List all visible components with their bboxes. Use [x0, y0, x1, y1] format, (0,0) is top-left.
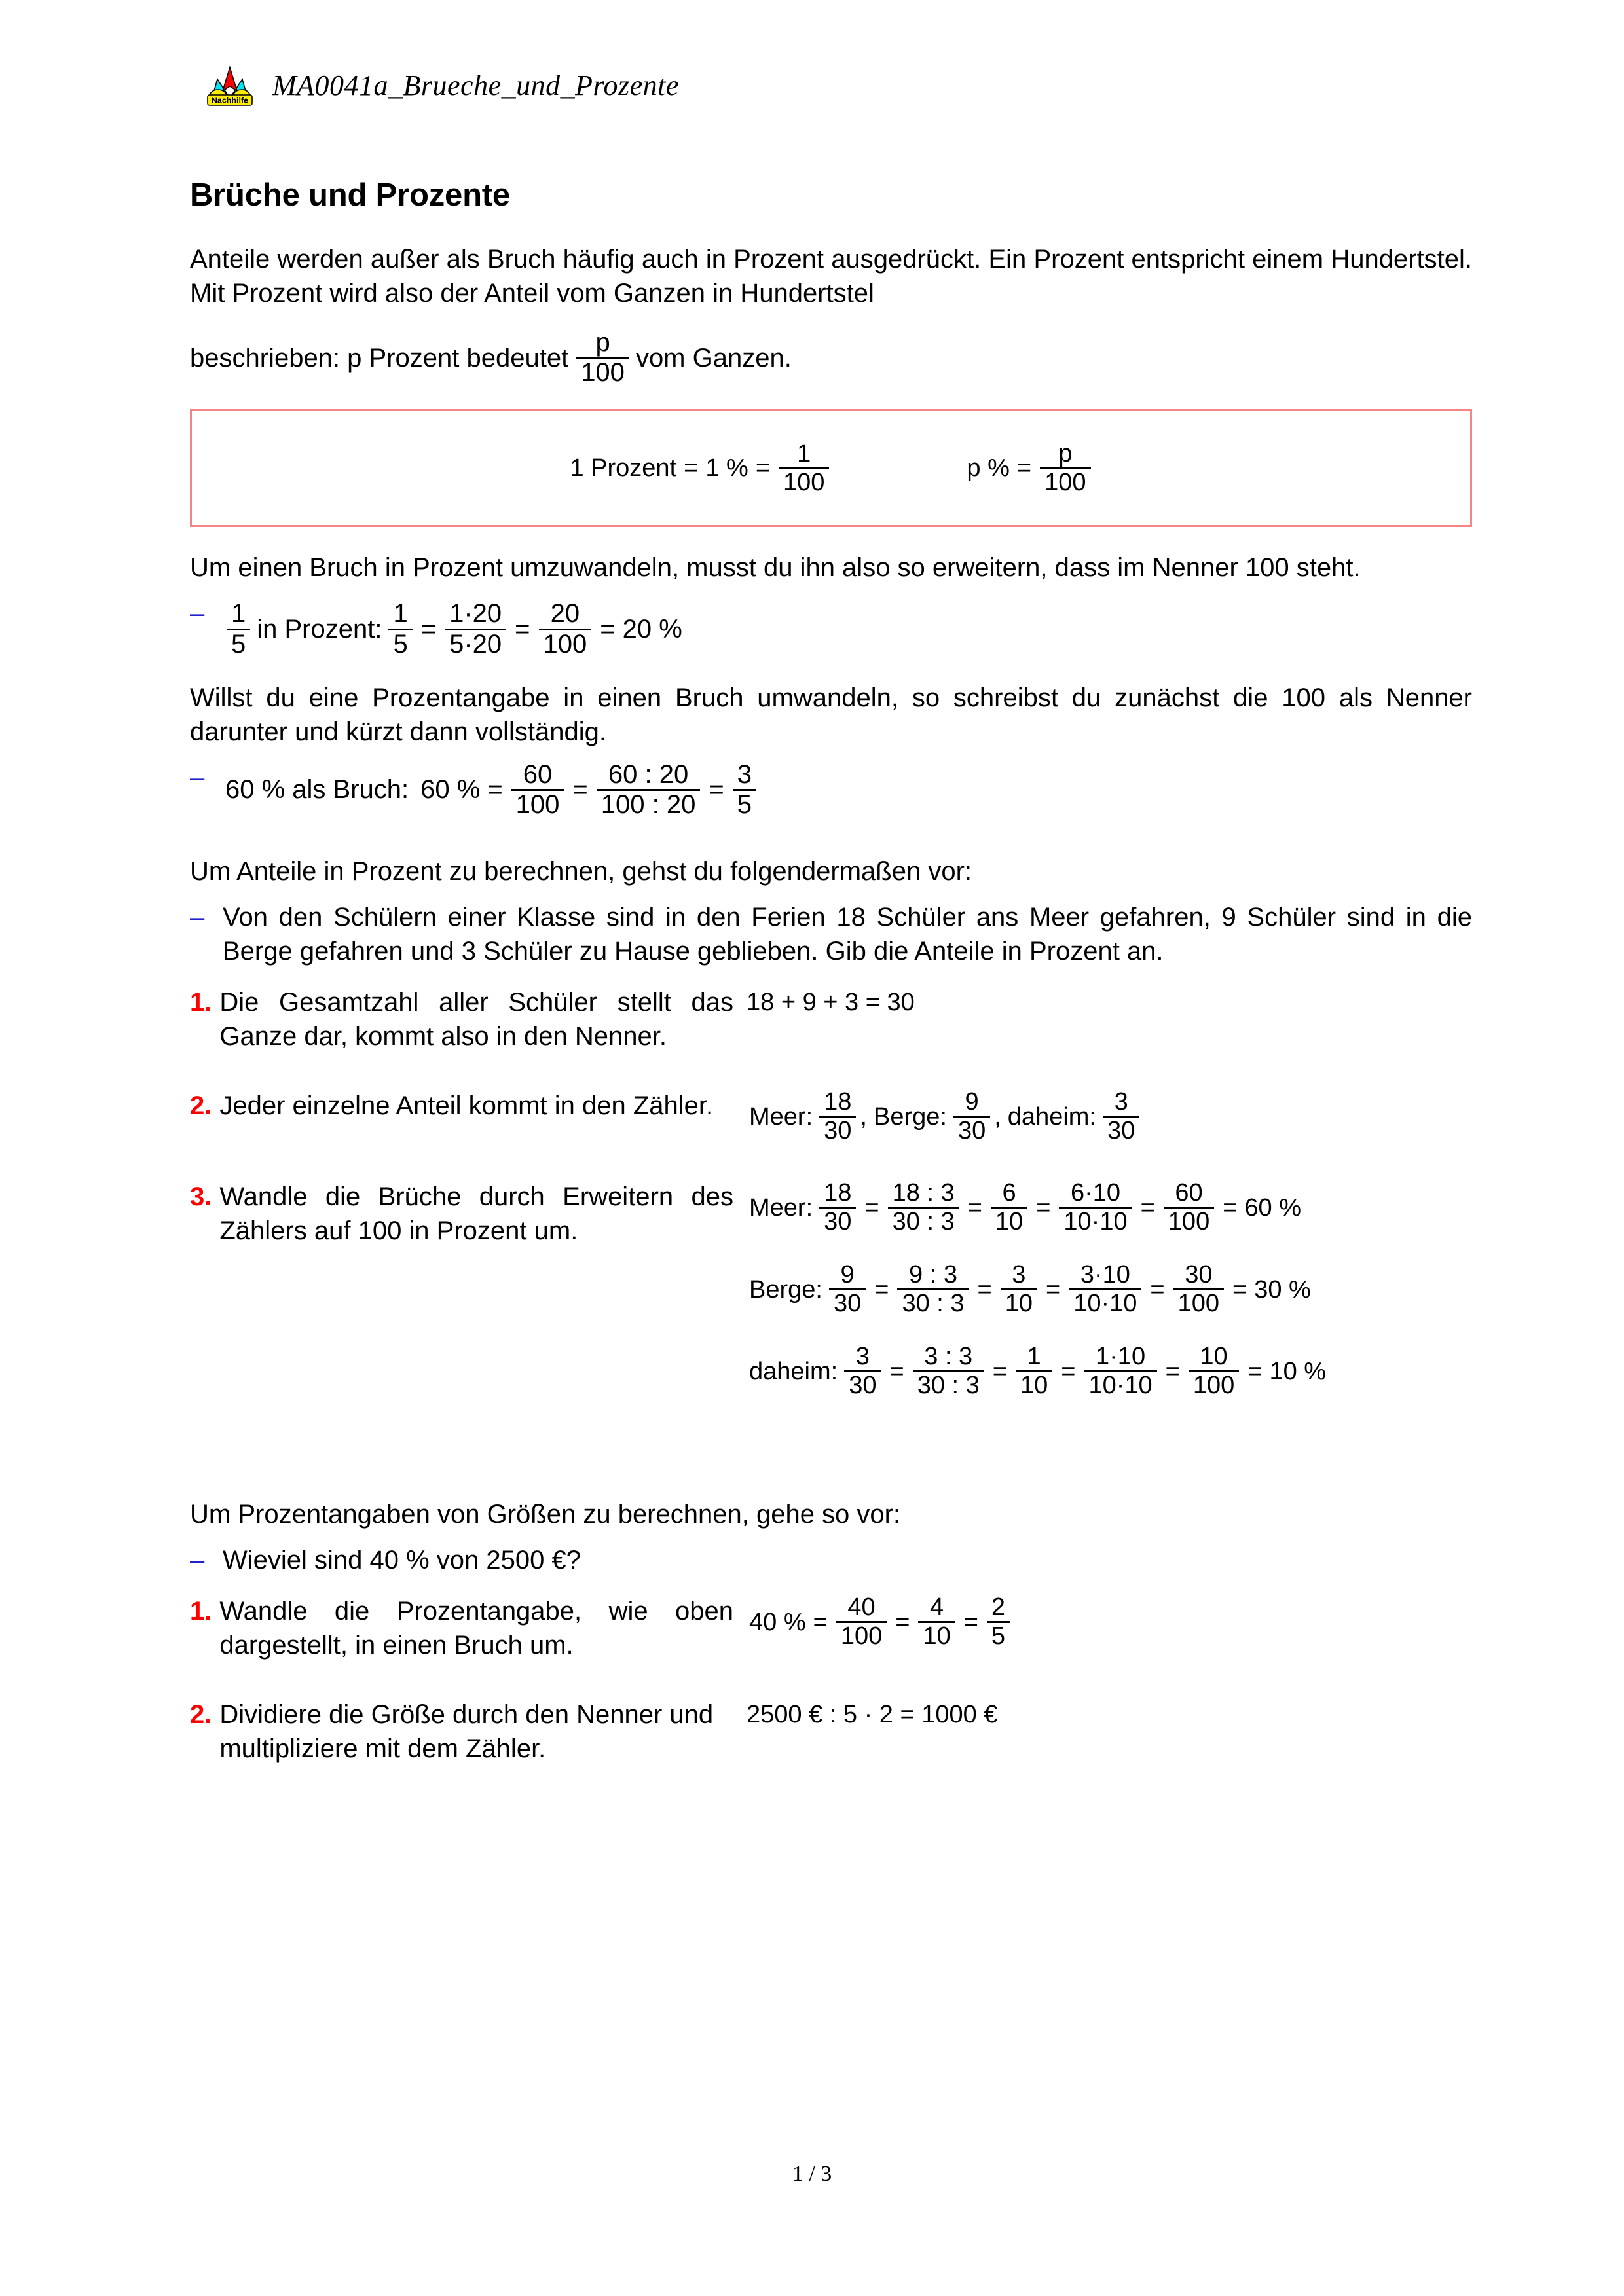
chain-daheim-f5 — [1189, 1343, 1239, 1399]
chain-forty-op0: = — [813, 1608, 828, 1636]
chain-daheim-f3-den: 10 — [1016, 1370, 1052, 1399]
chain-forty-f3-num: 2 — [991, 1594, 1006, 1622]
example1-lead-fraction — [227, 600, 250, 658]
page-footer — [0, 2162, 1624, 2187]
task-schueler — [190, 900, 1472, 968]
chain-meer-f4-den: 10·10 — [1059, 1207, 1132, 1235]
groessen-step-1-number: 1. — [190, 1597, 212, 1626]
step-2-sep-2: , — [994, 1102, 1001, 1131]
chain-daheim-f2-den: 30 : 3 — [913, 1370, 984, 1399]
chain-berge-f3 — [1001, 1262, 1037, 1317]
chain-berge-result: 30 % — [1254, 1275, 1311, 1303]
example1-f1-numerator: 1 — [393, 599, 408, 629]
formula-p-percent-fraction — [1040, 441, 1090, 496]
chain-meer-f5 — [1164, 1180, 1214, 1235]
chain-forty-f3 — [987, 1594, 1010, 1650]
step-2-fraction-list — [747, 1089, 1143, 1144]
chain-meer-f2 — [888, 1180, 959, 1235]
step-2-sep-1: , — [860, 1102, 867, 1131]
groessen-step-2-result: 2500 € : 5 · 2 = 1000 € — [747, 1701, 998, 1729]
chain-berge — [747, 1262, 1472, 1317]
chain-forty-f2-den: 10 — [918, 1621, 955, 1650]
formula-one-percent-label: 1 Prozent — [570, 454, 677, 483]
step-row — [190, 1089, 1472, 1144]
formula-one-percent-eq1: = — [684, 454, 699, 483]
chain-daheim-f1-den: 30 — [844, 1370, 881, 1399]
step-2-meer-label: Meer: — [749, 1102, 813, 1131]
formula-p-percent-eq1: = — [1016, 454, 1032, 483]
chain-meer-op2: = — [967, 1194, 982, 1222]
chain-meer-f2-num: 18 : 3 — [892, 1179, 955, 1207]
chain-daheim-f2-num: 3 : 3 — [924, 1343, 973, 1371]
chain-meer-f3 — [991, 1180, 1027, 1235]
document-header — [204, 62, 679, 108]
example1-f2-denominator: 5·20 — [445, 629, 506, 659]
chain-meer-f5-num: 60 — [1175, 1179, 1203, 1207]
formula-one-percent-fraction — [779, 441, 829, 496]
chain-berge-f3-den: 10 — [1001, 1288, 1037, 1317]
chain-berge-f2-den: 30 : 3 — [897, 1288, 969, 1317]
example1-lead-numerator: 1 — [231, 599, 246, 629]
dash-bullet-icon: – — [190, 599, 205, 629]
svg-text:Nachhilfe: Nachhilfe — [211, 96, 249, 105]
example-sixty-percent-body — [223, 761, 1472, 819]
step-1-number: 1. — [190, 988, 212, 1017]
example1-f1 — [388, 600, 412, 658]
chain-meer-f3-num: 6 — [1002, 1179, 1016, 1207]
step-2-meer-fraction — [819, 1089, 856, 1144]
chain-meer-op3: = — [1036, 1194, 1051, 1222]
dash-bullet-icon: – — [190, 903, 205, 932]
chain-meer-f3-den: 10 — [991, 1207, 1027, 1235]
chain-berge-label: Berge: — [749, 1275, 822, 1303]
chain-daheim-f1-num: 3 — [855, 1343, 870, 1371]
chain-daheim-op4: = — [1165, 1357, 1180, 1385]
example2-f3 — [733, 761, 756, 819]
chain-berge-f1 — [829, 1262, 866, 1317]
chain-meer-op1: = — [864, 1194, 879, 1222]
step-2-right — [733, 1089, 1472, 1144]
groessen-step-1-text: Wandle die Prozentangabe, wie oben dargestellt, in einen Bruch um. — [219, 1597, 733, 1660]
intro-formula-line — [190, 329, 794, 387]
section-bruch-to-prozent-paragraph: Um einen Bruch in Prozent umzuwandeln, musst du ihn also so erweitern, dass im Nenner 100 steht. — [190, 553, 1361, 583]
intro-fraction-numerator: p — [595, 328, 610, 357]
formula-one-percent-mid: 1 % — [705, 454, 748, 483]
groessen-step-2-left — [190, 1698, 733, 1766]
step-1-left — [190, 985, 733, 1053]
task-groessen — [190, 1543, 1472, 1577]
chain-meer-f4 — [1059, 1180, 1132, 1235]
example2-f1 — [511, 761, 564, 819]
step-2-berge-denominator: 30 — [953, 1116, 990, 1144]
groessen-step-2-number: 2. — [190, 1700, 212, 1730]
example1-lead-denominator: 5 — [227, 629, 250, 659]
step-2-daheim-fraction — [1103, 1089, 1139, 1144]
step-2-daheim-label: daheim: — [1007, 1102, 1096, 1131]
chain-daheim-op5: = — [1247, 1357, 1263, 1385]
step-1-text: Die Gesamtzahl aller Schüler stellt das Ganze dar, kommt also in den Nenner. — [219, 988, 733, 1051]
step-2-berge-fraction — [953, 1089, 990, 1144]
chain-daheim-f2 — [913, 1343, 984, 1399]
chain-meer-result: 60 % — [1244, 1194, 1302, 1222]
page-number: 1 / 3 — [792, 2162, 832, 2186]
example-one-fifth — [190, 596, 1472, 658]
formula-p-percent — [964, 441, 1094, 496]
formula-one-percent — [567, 441, 833, 496]
chain-forty-f1-den: 100 — [836, 1621, 887, 1650]
step-row — [190, 1180, 1472, 1399]
chain-forty-op2: = — [963, 1608, 978, 1636]
chain-forty-percent — [747, 1594, 1014, 1650]
dash-bullet-icon: – — [190, 1546, 205, 1575]
example1-op1: = — [420, 615, 437, 644]
example1-f3-numerator: 20 — [550, 599, 580, 629]
example2-op0: = — [487, 775, 503, 805]
formula-one-percent-eq2: = — [755, 454, 771, 483]
step-row — [190, 985, 1472, 1053]
chain-meer-f1-num: 18 — [824, 1179, 852, 1207]
example-one-fifth-body — [223, 596, 1472, 658]
chain-berge-op3: = — [1046, 1275, 1061, 1303]
chain-forty-f1-num: 40 — [847, 1594, 876, 1622]
chain-daheim-f4-den: 10·10 — [1084, 1370, 1156, 1399]
intro-fraction — [576, 329, 629, 387]
chain-berge-f5-den: 100 — [1173, 1288, 1224, 1317]
intro-lead-text: beschrieben: p Prozent bedeutet — [190, 343, 569, 373]
intro-paragraph: Anteile werden außer als Bruch häufig auch in Prozent ausgedrückt. Ein Prozent entspricht einem Hundertstel. Mit Prozent wird also der Anteil vom Ganzen in Hundertstel — [190, 245, 1472, 308]
chain-forty-f3-den: 5 — [987, 1621, 1010, 1650]
step-2-berge-numerator: 9 — [965, 1088, 979, 1116]
chain-berge-op5: = — [1232, 1275, 1247, 1303]
chain-forty-f2 — [918, 1594, 955, 1650]
chain-berge-f1-den: 30 — [829, 1288, 866, 1317]
task-groessen-text: Wieviel sind 40 % von 2500 €? — [223, 1546, 581, 1575]
chain-meer-f5-den: 100 — [1164, 1207, 1214, 1235]
chain-daheim-f1 — [844, 1343, 881, 1399]
step-2-meer-denominator: 30 — [819, 1116, 856, 1144]
chain-berge-f5 — [1173, 1262, 1224, 1317]
chain-meer-f4-num: 6·10 — [1070, 1179, 1121, 1207]
example2-lead-value: 60 % — [420, 775, 481, 805]
example2-f2 — [597, 761, 701, 819]
chain-daheim-f5-num: 10 — [1200, 1343, 1228, 1371]
nachhilfe-mountain-logo-icon — [204, 62, 255, 108]
chain-berge-f1-num: 9 — [840, 1261, 855, 1289]
step-2-left — [190, 1089, 733, 1123]
chain-meer — [747, 1180, 1472, 1235]
section-prozent-to-bruch-paragraph: Willst du eine Prozentangabe in einen Bruch umwandeln, so schreibst du zunächst die 100 als Nenner darunter und kürzt dann vollständig. — [190, 683, 1472, 746]
example2-f2-numerator: 60 : 20 — [608, 759, 689, 789]
step-2-daheim-numerator: 3 — [1114, 1088, 1128, 1116]
chain-daheim-f3 — [1016, 1343, 1052, 1399]
groessen-step-2-right — [733, 1698, 1472, 1732]
intro-tail-text: vom Ganzen. — [635, 343, 792, 373]
example1-result: 20 % — [622, 615, 682, 644]
example-sixty-percent — [190, 761, 1472, 819]
chain-berge-f5-num: 30 — [1185, 1261, 1213, 1289]
chain-berge-op2: = — [977, 1275, 992, 1303]
chain-berge-f4 — [1069, 1262, 1141, 1317]
dash-bullet-icon: – — [190, 763, 205, 792]
chain-meer-f1 — [819, 1180, 856, 1235]
chain-berge-f4-den: 10·10 — [1069, 1288, 1141, 1317]
groessen-step-1-left — [190, 1594, 733, 1662]
example2-f3-numerator: 3 — [737, 759, 752, 789]
section-groessen-paragraph: Um Prozentangaben von Größen zu berechnen, gehe so vor: — [190, 1500, 901, 1529]
chain-berge-op1: = — [874, 1275, 889, 1303]
page-title: Brüche und Prozente — [190, 177, 510, 213]
step-3-left — [190, 1180, 733, 1248]
chain-forty-f2-num: 4 — [930, 1594, 944, 1622]
example2-op1: = — [572, 775, 588, 805]
example1-op3: = — [600, 615, 616, 644]
highlight-formula-box — [190, 409, 1472, 527]
steps-groessen — [190, 1594, 1472, 1766]
chain-daheim-label: daheim: — [749, 1357, 838, 1385]
chain-meer-op5: = — [1223, 1194, 1238, 1222]
example1-f3 — [539, 600, 592, 658]
chain-meer-f1-den: 30 — [819, 1207, 856, 1235]
step-3-right — [733, 1180, 1472, 1399]
step-2-text: Jeder einzelne Anteil kommt in den Zähler. — [219, 1091, 714, 1121]
chain-daheim — [747, 1343, 1472, 1399]
chain-daheim-op3: = — [1061, 1357, 1076, 1385]
example1-f3-denominator: 100 — [539, 629, 592, 659]
chain-meer-label: Meer: — [749, 1194, 813, 1222]
chain-berge-f4-num: 3·10 — [1080, 1261, 1130, 1289]
chain-forty-f1 — [836, 1594, 887, 1650]
step-3-text: Wandle die Brüche durch Erweitern des Zählers auf 100 in Prozent um. — [219, 1182, 733, 1246]
example2-f1-numerator: 60 — [523, 759, 553, 789]
section-anteile-paragraph: Um Anteile in Prozent zu berechnen, gehst du folgendermaßen vor: — [190, 857, 972, 886]
groessen-step-1-right — [733, 1594, 1472, 1650]
chain-meer-f2-den: 30 : 3 — [888, 1207, 959, 1235]
chain-forty-label: 40 % — [749, 1608, 806, 1636]
chain-berge-op4: = — [1150, 1275, 1165, 1303]
example1-op2: = — [515, 615, 530, 644]
step-2-berge-label: Berge: — [873, 1102, 947, 1131]
step-2-daheim-denominator: 30 — [1103, 1116, 1139, 1144]
step-2-number: 2. — [190, 1091, 212, 1121]
formula-one-percent-denominator: 100 — [779, 467, 829, 496]
formula-p-percent-label: p % — [967, 454, 1010, 483]
chain-daheim-op2: = — [992, 1357, 1007, 1385]
header-document-code: MA0041a_Brueche_und_Prozente — [272, 69, 679, 101]
formula-p-percent-numerator: p — [1058, 439, 1073, 467]
chain-daheim-op1: = — [889, 1357, 904, 1385]
chain-berge-f2 — [897, 1262, 969, 1317]
chain-meer-op4: = — [1140, 1194, 1155, 1222]
example1-f2-numerator: 1·20 — [449, 599, 502, 629]
task-schueler-text: Von den Schülern einer Klasse sind in den Ferien 18 Schüler ans Meer gefahren, 9 Schüler sind in die Berge gefahren und 3 Schüler zu Hause geblieben. Gib die Anteile in Prozent an. — [223, 903, 1472, 966]
chain-berge-f3-num: 3 — [1012, 1261, 1026, 1289]
example1-lead-text: in Prozent: — [257, 615, 382, 644]
chain-daheim-f5-den: 100 — [1189, 1370, 1239, 1399]
formula-p-percent-denominator: 100 — [1040, 467, 1090, 496]
step-1-right — [733, 985, 1472, 1020]
steps-anteile — [190, 985, 1472, 1399]
chain-daheim-f4 — [1084, 1343, 1156, 1399]
intro-fraction-denominator: 100 — [576, 357, 629, 387]
example2-f3-denominator: 5 — [733, 789, 756, 819]
formula-one-percent-numerator: 1 — [797, 439, 811, 467]
example1-f2 — [445, 600, 506, 658]
section-spacer — [190, 1434, 1472, 1497]
example2-lead-text: 60 % als Bruch: — [225, 775, 409, 805]
example2-f1-denominator: 100 — [511, 789, 564, 819]
example2-op2: = — [709, 775, 724, 805]
document-content — [190, 177, 1472, 1801]
chain-forty-op1: = — [895, 1608, 910, 1636]
groessen-step-2-text: Dividiere die Größe durch den Nenner und multipliziere mit dem Zähler. — [219, 1700, 714, 1764]
step-row — [190, 1698, 1472, 1766]
step-3-number: 3. — [190, 1182, 212, 1212]
chain-berge-f2-num: 9 : 3 — [909, 1261, 957, 1289]
example1-f1-denominator: 5 — [388, 629, 412, 659]
step-2-meer-numerator: 18 — [824, 1088, 852, 1116]
step-row — [190, 1594, 1472, 1662]
example2-f2-denominator: 100 : 20 — [597, 789, 701, 819]
chain-daheim-result: 10 % — [1269, 1357, 1327, 1385]
chain-daheim-f3-num: 1 — [1027, 1343, 1041, 1371]
step-1-result: 18 + 9 + 3 = 30 — [747, 989, 915, 1017]
chain-daheim-f4-num: 1·10 — [1096, 1343, 1146, 1371]
